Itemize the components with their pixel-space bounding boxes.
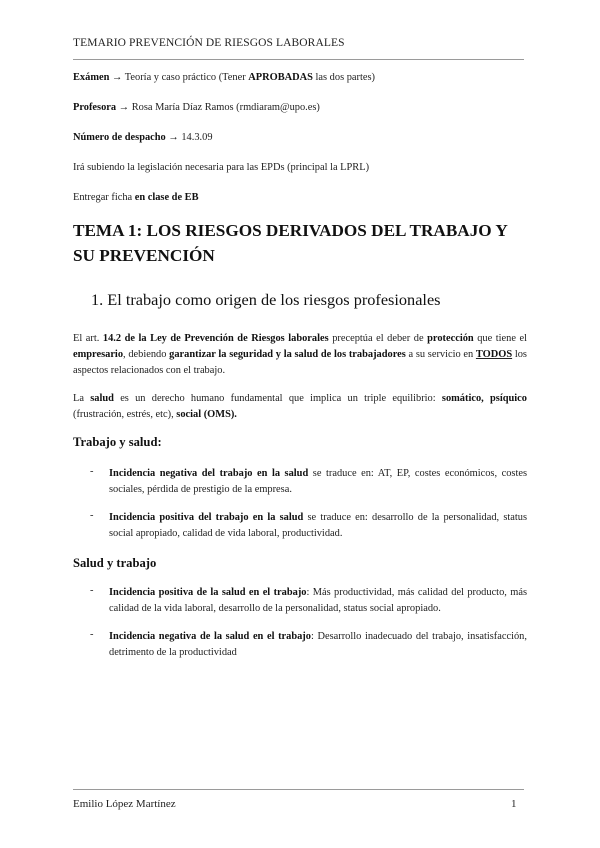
list-item [109, 629, 527, 661]
subheading-work-health: Trabajo y salud: [73, 435, 162, 449]
para2-bold-social: social (OMS). [176, 409, 237, 420]
para1-text: , debiendo [123, 349, 167, 360]
list-item-bold: Incidencia negativa del trabajo en la salud [109, 468, 309, 479]
para2-text: La [73, 393, 84, 404]
bullet-dash: - [90, 629, 94, 640]
para1-underlined-all: TODOS [475, 349, 513, 360]
para1-bold-law: 14.2 de la Ley de Prevención de Riesgos laborales [102, 333, 329, 344]
submission-note [73, 192, 199, 203]
list-item-text: : Desarrollo inadecuado del trabajo, insatisfacción, detrimento de la productividad [109, 631, 527, 658]
exam-info-line [73, 72, 375, 83]
office-text: 14.3.09 [181, 132, 213, 143]
para1-text: a su servicio en [408, 349, 474, 360]
para2-text: (frustración, estrés, etc), [73, 409, 174, 420]
para1-bold-protection: protección [427, 333, 474, 344]
para2-bold-somatic: somático, psíquico [441, 393, 527, 404]
para1-text: preceptúa el deber de [332, 333, 424, 344]
teacher-info-line [73, 102, 320, 113]
section-title: 1. El trabajo como origen de los riesgos profesionales [91, 290, 441, 309]
list-item [109, 585, 527, 617]
footer-divider [73, 789, 524, 790]
para2-bold-health: salud [90, 393, 114, 404]
arrow-icon: → [168, 132, 179, 143]
arrow-icon: → [118, 102, 130, 113]
para1-bold-employer: empresario [73, 349, 124, 360]
document-header-title: TEMARIO PREVENCIÓN DE RIESGOS LABORALES [73, 37, 345, 49]
paragraph-law [73, 331, 527, 379]
teacher-label: Profesora [73, 102, 117, 113]
submission-bold: en clase de EB [134, 192, 199, 203]
submission-text: Entregar ficha [73, 192, 133, 203]
arrow-icon: → [111, 72, 123, 83]
exam-bold: APROBADAS [248, 72, 313, 83]
para1-text: que tiene el [477, 333, 527, 344]
list-item [109, 510, 527, 542]
office-info-line [73, 132, 213, 143]
exam-tail: las dos partes) [315, 72, 375, 83]
header-divider [73, 59, 524, 60]
para2-text: es un derecho humano fundamental que implica un triple equilibrio: [120, 393, 436, 404]
paragraph-health [73, 391, 527, 423]
list-item-text: : Más productividad, más calidad del producto, más calidad de la vida laboral, desarrollo de la personalidad, status social apropiado. [109, 587, 527, 614]
subheading-health-work: Salud y trabajo [73, 556, 157, 570]
bullet-dash: - [90, 585, 94, 596]
list-item-bold: Incidencia positiva del trabajo en la salud [109, 512, 304, 523]
para1-bold-guarantee: garantizar la seguridad y la salud de los trabajadores [169, 349, 406, 360]
list-item-text: se traduce en: desarrollo de la personalidad, status social apropiado, calidad de vida laboral, productividad. [109, 512, 527, 539]
exam-label: Exámen [73, 72, 110, 83]
bullet-dash: - [90, 466, 94, 477]
footer-author: Emilio López Martínez [73, 798, 176, 810]
para1-text: los aspectos relacionados con el trabajo. [73, 349, 527, 376]
legislation-note: Irá subiendo la legislación necesaria para las EPDs (principal la LPRL) [73, 162, 370, 173]
exam-text: Teoría y caso práctico (Tener [124, 72, 246, 83]
list-item-bold: Incidencia negativa de la salud en el trabajo [109, 631, 311, 642]
chapter-title: TEMA 1: LOS RIESGOS DERIVADOS DEL TRABAJO Y SU PREVENCIÓN [73, 221, 508, 265]
page-number: 1 [511, 798, 517, 810]
office-label: Número de despacho [73, 132, 166, 143]
list-item-bold: Incidencia positiva de la salud en el trabajo [109, 587, 307, 598]
para1-text: El art. [73, 333, 100, 344]
teacher-text: Rosa María Díaz Ramos (rmdiaram@upo.es) [131, 102, 320, 113]
bullet-dash: - [90, 510, 94, 521]
list-item [109, 466, 527, 498]
list-item-text: se traduce en: AT, EP, costes económicos, costes sociales, pérdida de prestigio de la empresa. [109, 468, 527, 495]
